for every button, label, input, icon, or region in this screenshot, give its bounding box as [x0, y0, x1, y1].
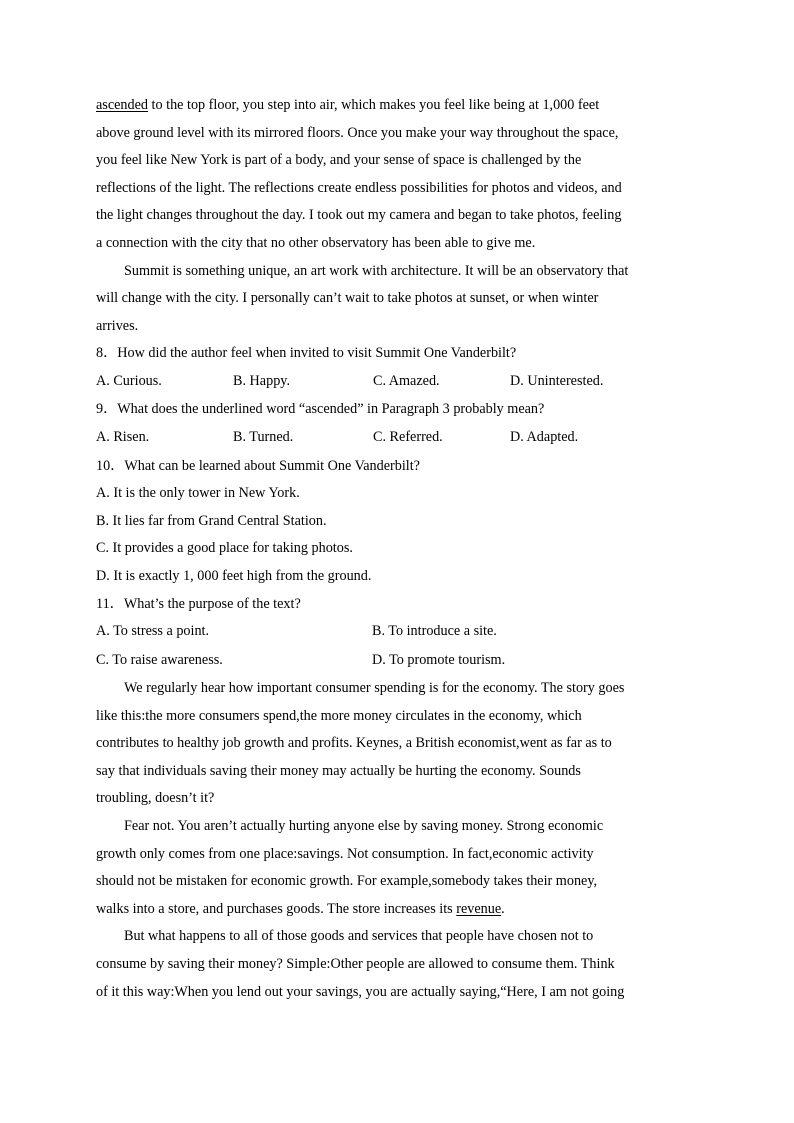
option-b: B. It lies far from Grand Central Station.: [96, 512, 327, 529]
option-c: C. To raise awareness.: [96, 651, 223, 668]
text-line: will change with the city. I personally can’t wait to take photos at sunset, or when winter: [96, 290, 599, 307]
text-line: walks into a store, and purchases goods. The store increases its revenue.: [96, 900, 505, 917]
question-options: [96, 368, 691, 397]
text-line: say that individuals saving their money may actually be hurting the economy. Sounds: [96, 762, 581, 779]
option-d: D. Uninterested.: [510, 372, 604, 389]
text-line: troubling, doesn’t it?: [96, 790, 215, 807]
passage2-paragraph3: [96, 923, 691, 1006]
option-b: B. To introduce a site.: [372, 623, 497, 640]
text-line: We regularly hear how important consumer spending is for the economy. The story goes: [124, 680, 625, 697]
option-a: A. Risen.: [96, 429, 150, 446]
option-b: B. Happy.: [233, 372, 291, 389]
passage1-paragraph1: [96, 92, 691, 258]
passage2-paragraph2: [96, 813, 691, 923]
text-line: like this:the more consumers spend,the more money circulates in the economy, which: [96, 707, 582, 724]
question-options-row2: [96, 647, 691, 676]
option-b: B. Turned.: [233, 429, 294, 446]
question-9: [96, 396, 691, 452]
passage2-paragraph1: [96, 675, 691, 813]
text-line: growth only comes from one place:savings. Not consumption. In fact,economic activity: [96, 845, 594, 862]
option-d: D. It is exactly 1, 000 feet high from the ground.: [96, 567, 372, 584]
option-d: D. To promote tourism.: [372, 651, 506, 668]
option-c: C. Amazed.: [373, 372, 440, 389]
option-c: C. Referred.: [373, 429, 443, 446]
underlined-word-ascended: ascended: [96, 97, 148, 113]
question-8: [96, 340, 691, 396]
text-line: contributes to healthy job growth and profits. Keynes, a British economist,went as far as to: [96, 735, 612, 752]
text-line: arrives.: [96, 317, 139, 334]
option-d: D. Adapted.: [510, 429, 579, 446]
question-options-row1: [96, 618, 691, 647]
text-line: the light changes throughout the day. I took out my camera and began to take photos, feeling: [96, 207, 622, 224]
text-line: of it this way:When you lend out your savings, you are actually saying,“Here, I am not going: [96, 983, 625, 1000]
text-line: ascended to the top floor, you step into air, which makes you feel like being at 1,000 feet: [96, 97, 600, 113]
question-options: [96, 424, 691, 453]
option-a: A. To stress a point.: [96, 623, 210, 640]
text-line: a connection with the city that no other observatory has been able to give me.: [96, 234, 536, 251]
question-11: [96, 591, 691, 676]
text-line: you feel like New York is part of a body, and your sense of space is challenged by the: [96, 152, 582, 169]
question-stem: 10．What can be learned about Summit One Vanderbilt?: [96, 457, 420, 474]
text-line: But what happens to all of those goods and services that people have chosen not to: [124, 928, 594, 945]
page-content: [96, 92, 691, 1006]
option-c: C. It provides a good place for taking photos.: [96, 540, 353, 557]
question-stem: 11．What’s the purpose of the text?: [96, 595, 301, 612]
option-a: A. It is the only tower in New York.: [96, 485, 300, 502]
underlined-word-revenue: revenue: [456, 900, 502, 917]
text-line: reflections of the light. The reflections create endless possibilities for photos and videos, and: [96, 179, 622, 196]
option-a: A. Curious.: [96, 372, 162, 389]
text-line: consume by saving their money? Simple:Other people are allowed to consume them. Think: [96, 956, 615, 973]
text-line: above ground level with its mirrored floors. Once you make your way throughout the space,: [96, 124, 619, 141]
text-line: Fear not. You aren’t actually hurting anyone else by saving money. Strong economic: [124, 818, 604, 835]
text-line: should not be mistaken for economic growth. For example,somebody takes their money,: [96, 873, 598, 890]
passage1-paragraph2: [96, 258, 691, 341]
text-line: Summit is something unique, an art work with architecture. It will be an observatory that: [124, 262, 629, 279]
question-stem: 9．What does the underlined word “ascended” in Paragraph 3 probably mean?: [96, 401, 545, 418]
question-stem: 8．How did the author feel when invited to visit Summit One Vanderbilt?: [96, 345, 517, 362]
question-10: [96, 453, 691, 591]
